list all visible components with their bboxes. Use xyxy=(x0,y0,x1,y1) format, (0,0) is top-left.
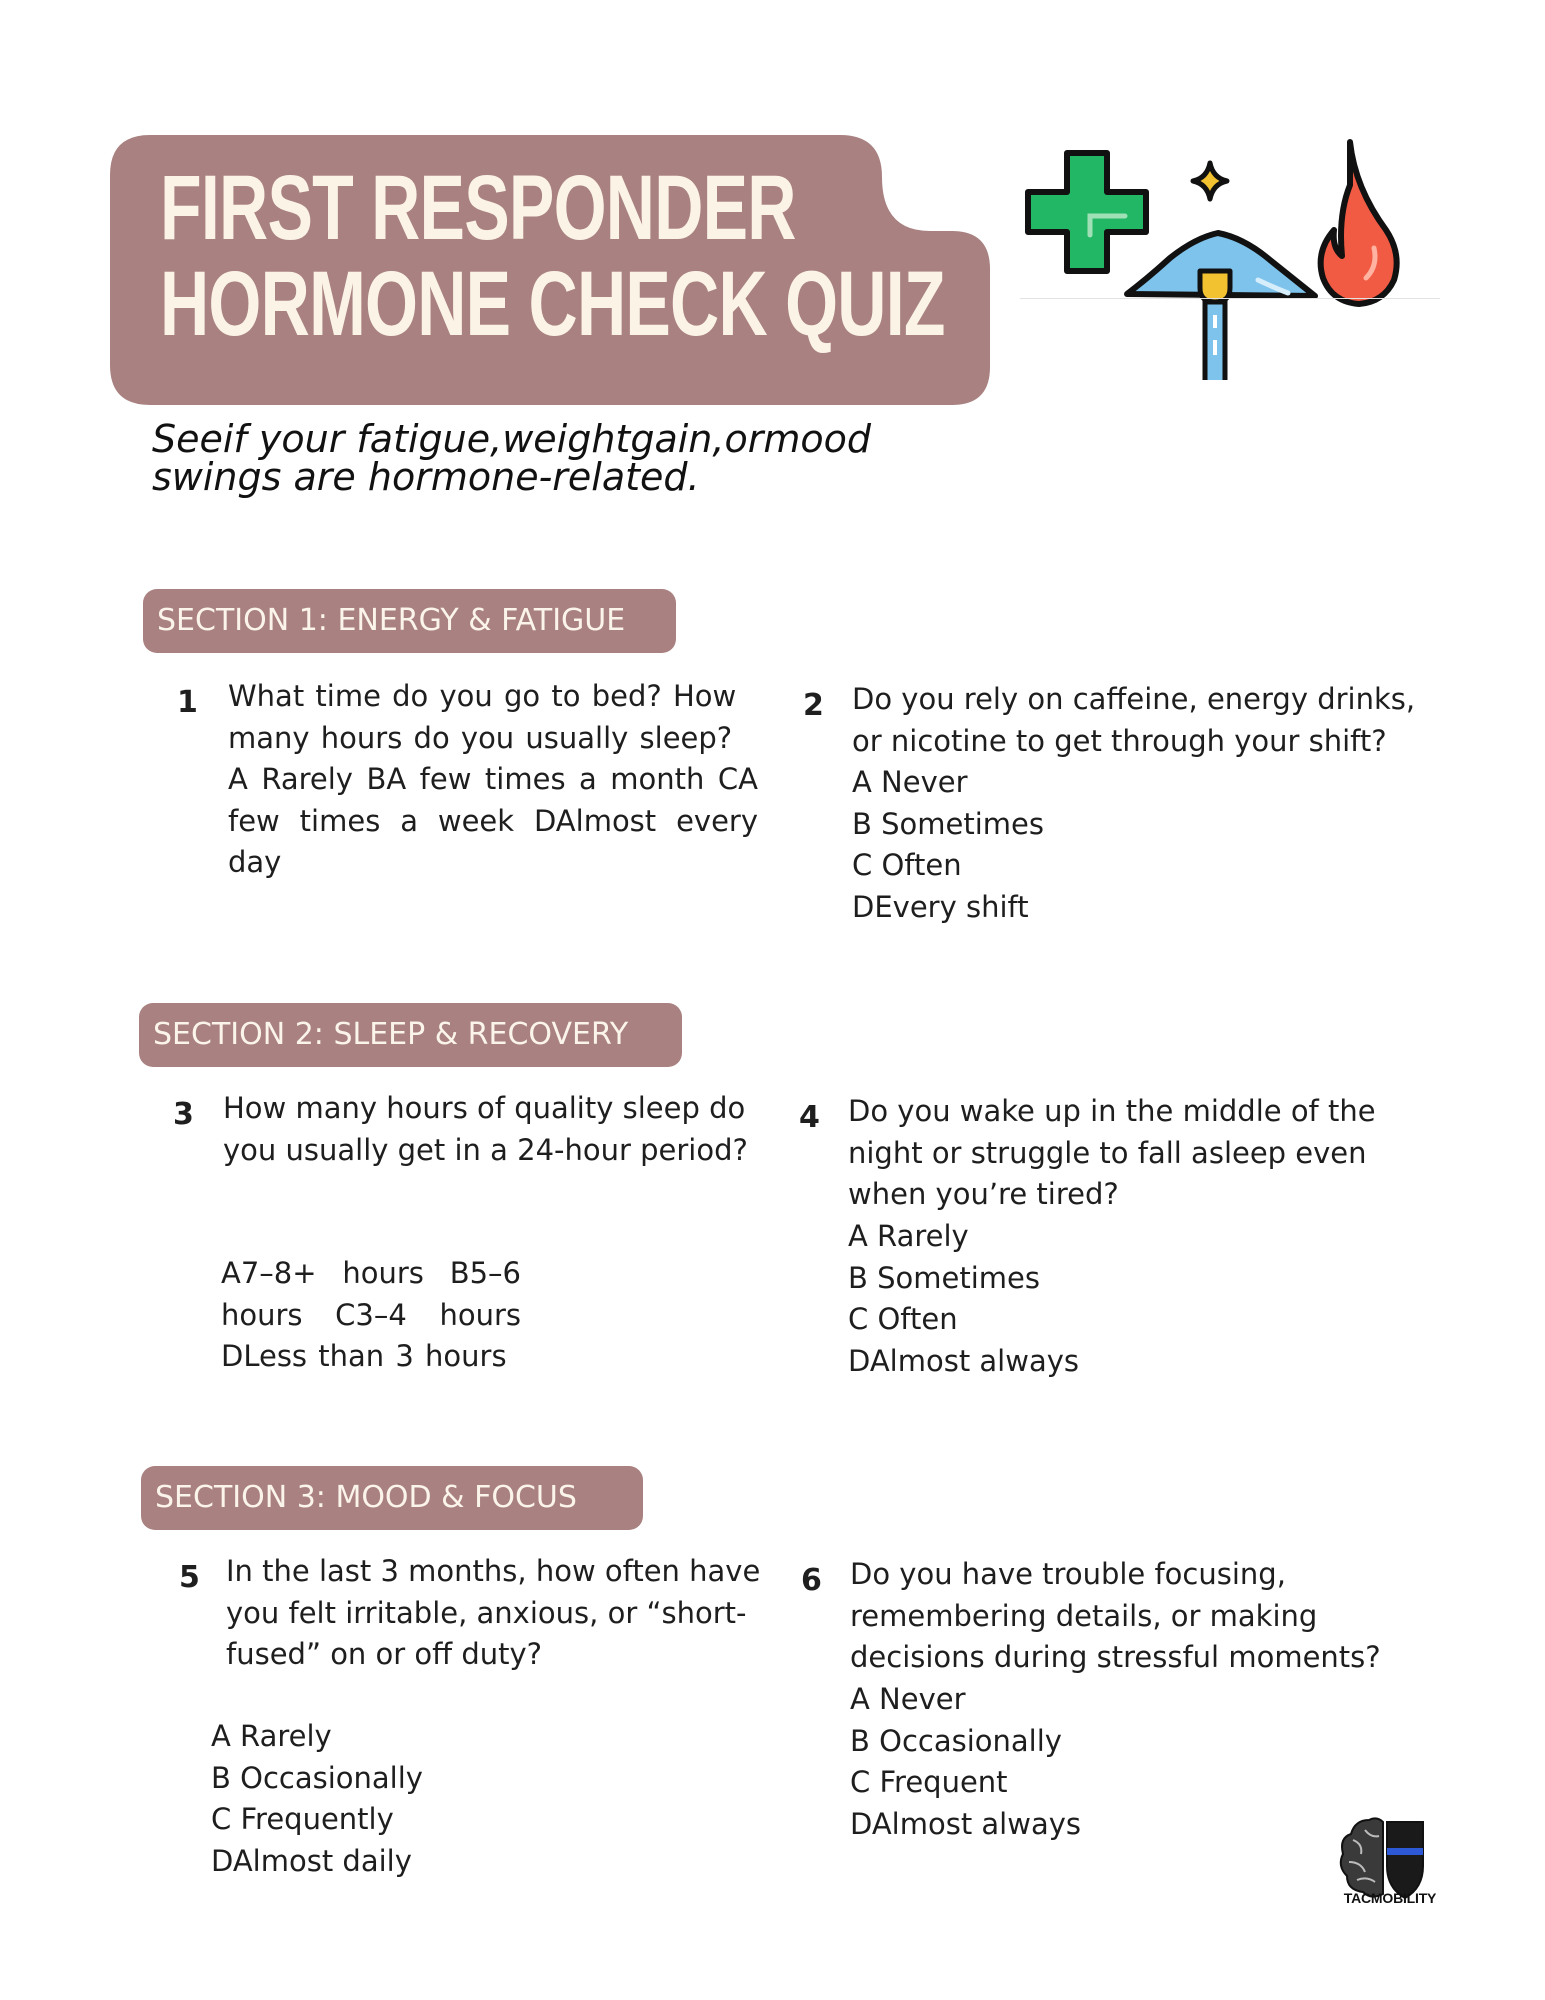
option-item[interactable]: A Never xyxy=(852,765,968,799)
option-item[interactable]: DAlmost always xyxy=(850,1806,1081,1841)
section-2-label: SECTION 2: SLEEP & RECOVERY xyxy=(139,1003,682,1067)
question-2-options xyxy=(852,762,1044,928)
option-item[interactable]: B Occasionally xyxy=(211,1760,423,1795)
option-item[interactable]: C Often xyxy=(848,1302,958,1336)
question-3-number: 3 xyxy=(173,1097,194,1132)
sparkle-icon xyxy=(1193,163,1227,199)
question-6-options xyxy=(850,1679,1081,1845)
question-2-number: 2 xyxy=(803,688,824,723)
question-6-text: Do you have trouble focusing, remembering details, or making decisions during stressful moments? xyxy=(850,1557,1381,1674)
question-3-option-last[interactable]: DLess than 3 hours xyxy=(221,1339,507,1373)
option-item[interactable]: DAlmost always xyxy=(848,1343,1079,1378)
brand-name: TACMOBILITY xyxy=(1343,1890,1437,1906)
question-2-text: Do you rely on caffeine, energy drinks, or nicotine to get through your shift? xyxy=(852,682,1416,758)
page-title-line-2: HORMONE CHECK QUIZ xyxy=(160,253,945,355)
question-4-number: 4 xyxy=(799,1100,820,1135)
subtitle xyxy=(152,417,972,499)
question-5-options xyxy=(211,1716,423,1882)
question-3-options xyxy=(221,1253,521,1378)
divider xyxy=(1020,298,1440,299)
question-1 xyxy=(228,676,758,884)
option-item[interactable]: C Often xyxy=(852,848,962,882)
option-item[interactable]: A Rarely xyxy=(211,1719,332,1753)
question-5-number: 5 xyxy=(179,1560,200,1595)
medical-cross-icon xyxy=(1028,153,1146,271)
question-5-text: In the last 3 months, how often have you felt irritable, anxious, or “short-fused” on or off duty? xyxy=(226,1554,761,1671)
question-4-text: Do you wake up in the middle of the night or struggle to fall asleep even when you’re tired? xyxy=(848,1094,1376,1211)
option-item[interactable]: C Frequent xyxy=(850,1765,1008,1799)
section-1-label: SECTION 1: ENERGY & FATIGUE xyxy=(143,589,676,653)
header-icons xyxy=(1020,130,1440,380)
police-siren-icon xyxy=(1127,233,1315,380)
option-item[interactable]: A Rarely xyxy=(848,1219,969,1253)
option-item[interactable]: DEvery shift xyxy=(852,889,1029,924)
option-item[interactable]: B Sometimes xyxy=(848,1260,1040,1295)
subtitle-line-2: swings are hormone-related. xyxy=(152,455,700,499)
question-1-options: A Rarely BA few times a month CA few times a week DAlmost every day xyxy=(228,762,758,879)
option-item[interactable]: B Sometimes xyxy=(852,806,1044,841)
option-item[interactable]: B Occasionally xyxy=(850,1723,1062,1758)
question-3-text: How many hours of quality sleep do you usually get in a 24-hour period? xyxy=(223,1091,748,1167)
page-title-line-1: FIRST RESPONDER xyxy=(160,157,796,259)
question-1-number: 1 xyxy=(177,685,198,720)
option-item[interactable]: A Never xyxy=(850,1682,966,1716)
question-4-options xyxy=(848,1216,1079,1382)
option-item[interactable]: DAlmost daily xyxy=(211,1843,412,1878)
option-item[interactable]: C Frequently xyxy=(211,1802,394,1836)
question-6-number: 6 xyxy=(801,1563,822,1598)
question-3-options-inline: A7–8+ hours B5–6 hours C3–4 hours xyxy=(221,1256,521,1332)
flame-icon xyxy=(1321,142,1397,304)
section-3-label: SECTION 3: MOOD & FOCUS xyxy=(141,1466,643,1530)
question-1-text: What time do you go to bed? How many hours do you usually sleep? xyxy=(228,679,737,755)
subtitle-line-1: Seeif your fatigue,weightgain,ormood xyxy=(152,417,871,461)
